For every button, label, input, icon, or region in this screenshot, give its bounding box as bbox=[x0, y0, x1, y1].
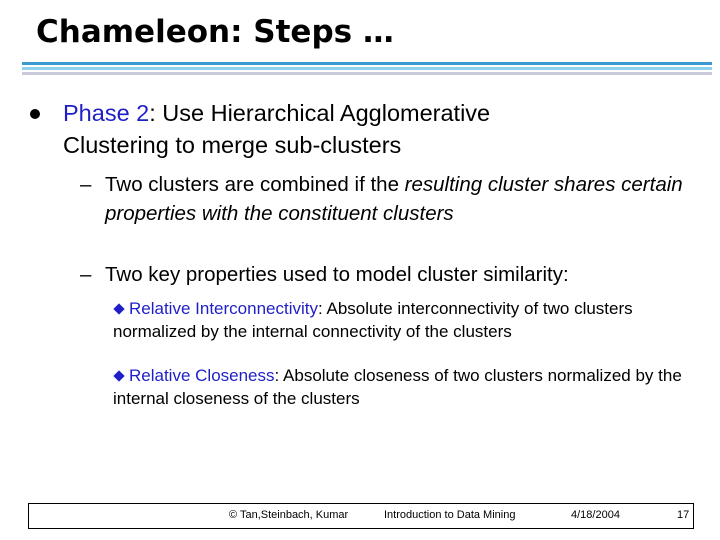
title-rule-bottom bbox=[22, 72, 712, 75]
dash-marker: – bbox=[80, 173, 92, 196]
interconnectivity-text: : Absolute interconnectivity of two clusters normalized by the internal connectivity of the clusters bbox=[113, 299, 633, 341]
dash-marker: – bbox=[80, 263, 92, 286]
phase-label: Phase 2 bbox=[63, 100, 150, 126]
property-relative-closeness bbox=[113, 364, 693, 410]
slide-footer bbox=[28, 503, 694, 529]
phase-text-line1: : Use Hierarchical Agglomerative bbox=[149, 100, 491, 126]
closeness-label: Relative Closeness bbox=[129, 366, 275, 385]
properties-text: Two key properties used to model cluster similarity: bbox=[105, 263, 569, 286]
footer-course: Introduction to Data Mining bbox=[384, 509, 516, 521]
sub-bullet-properties bbox=[80, 260, 700, 289]
interconnectivity-label: Relative Interconnectivity bbox=[129, 299, 318, 318]
title-rule-top bbox=[22, 62, 712, 65]
property-relative-interconnectivity bbox=[113, 297, 693, 343]
sub-bullet-combine bbox=[80, 170, 700, 228]
footer-page-number: 17 bbox=[677, 509, 690, 521]
footer-authors: © Tan,Steinbach, Kumar bbox=[229, 509, 349, 521]
footer-date: 4/18/2004 bbox=[571, 509, 620, 521]
diamond-bullet-icon bbox=[113, 370, 124, 381]
combine-text-italic: resulting cluster shares certain properties with the constituent clusters bbox=[105, 173, 683, 225]
diamond-bullet-icon bbox=[113, 303, 124, 314]
phase-text-line2: Clustering to merge sub-clusters bbox=[63, 132, 402, 158]
combine-text: Two clusters are combined if the bbox=[105, 173, 405, 196]
bullet-phase-2 bbox=[30, 97, 690, 161]
title-rule-middle bbox=[22, 67, 712, 70]
bullet-dot-icon bbox=[30, 109, 40, 119]
closeness-text: : Absolute closeness of two clusters normalized by the internal closeness of the clusters bbox=[113, 366, 682, 408]
slide-title: Chameleon: Steps … bbox=[36, 14, 394, 50]
